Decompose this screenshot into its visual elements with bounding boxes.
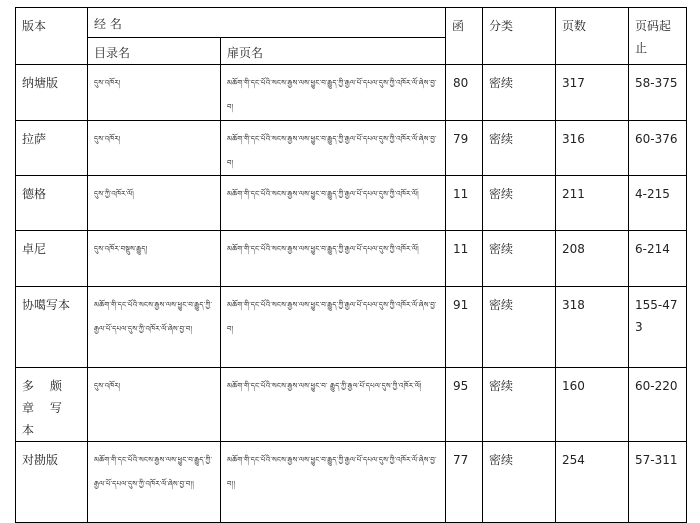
page-range-cell: 58-375 <box>629 65 687 121</box>
volume-cell: 11 <box>446 176 483 231</box>
volume-cell: 91 <box>446 287 483 368</box>
edition-cell: 卓尼 <box>16 231 88 287</box>
category-cell: 密续 <box>483 231 556 287</box>
header-catalog-name: 目录名 <box>88 38 221 65</box>
page-range-cell: 60-220 <box>629 368 687 442</box>
colophon-name-cell: མཆོག་གི་དང་པོའི་སངས་རྒྱས་ལས་ཕྱུང་བ་ རྒྱུད་ཀྱི་རྒྱལ་པོ་དཔལ་དུས་ཀྱི་འཁོར་ལོ། <box>221 368 446 442</box>
header-pages: 页数 <box>556 8 629 65</box>
category-cell: 密续 <box>483 368 556 442</box>
table-row <box>16 231 687 287</box>
colophon-name-cell: མཆོག་གི་དང་པོའི་སངས་རྒྱས་ལས་ཕྱུང་བ་རྒྱུད་ཀྱི་རྒྱལ་པོ་དཔལ་དུས་ཀྱི་འཁོར་ལོ་ཞེས་བྱ་བ། <box>221 121 446 176</box>
colophon-name-cell: མཆོག་གི་དང་པོའི་སངས་རྒྱས་ལས་ཕྱུང་བ་རྒྱུད་ཀྱི་རྒྱལ་པོ་དཔལ་དུས་ཀྱི་འཁོར་ལོ་ཞེས་བྱ་བ།། <box>221 442 446 523</box>
catalog-name-cell: དུས་འཁོར། <box>88 65 221 121</box>
catalog-name-cell: དུས་འཁོར། <box>88 368 221 442</box>
edition-cell: 德格 <box>16 176 88 231</box>
page-range-cell: 155-473 <box>629 287 687 368</box>
pages-cell: 211 <box>556 176 629 231</box>
pages-cell: 317 <box>556 65 629 121</box>
pages-cell: 316 <box>556 121 629 176</box>
catalog-name-cell: དུས་འཁོར། <box>88 121 221 176</box>
colophon-name-cell: མཆོག་གི་དང་པོའི་སངས་རྒྱས་ལས་ཕྱུང་བ་རྒྱུད་ཀྱི་རྒྱལ་པོ་དཔལ་དུས་ཀྱི་འཁོར་ལོ། <box>221 231 446 287</box>
page-range-cell: 60-376 <box>629 121 687 176</box>
table-row <box>16 176 687 231</box>
pages-cell: 208 <box>556 231 629 287</box>
catalog-name-cell: དུས་ཀྱི་འཁོར་ལོ། <box>88 176 221 231</box>
category-cell: 密续 <box>483 121 556 176</box>
colophon-name-cell: མཆོག་གི་དང་པོའི་སངས་རྒྱས་ལས་ཕྱུང་བ་རྒྱུད་ཀྱི་རྒྱལ་པོ་དཔལ་དུས་ཀྱི་འཁོར་ལོ་ཞེས་བྱ་བ། <box>221 287 446 368</box>
volume-cell: 11 <box>446 231 483 287</box>
pages-cell: 318 <box>556 287 629 368</box>
edition-cell: 拉萨 <box>16 121 88 176</box>
volume-cell: 95 <box>446 368 483 442</box>
editions-table <box>15 7 687 523</box>
category-cell: 密续 <box>483 176 556 231</box>
page-range-cell: 57-311 <box>629 442 687 523</box>
header-row-1 <box>16 8 687 38</box>
catalog-name-cell: མཆོག་གི་དང་པོའི་སངས་རྒྱས་ལས་ཕྱུང་བ་རྒྱུད་ཀྱི་རྒྱལ་པོ་དཔལ་དུས་ཀྱི་འཁོར་ལོ་ཞེས་བྱ་བ། <box>88 287 221 368</box>
edition-cell: 对勘版 <box>16 442 88 523</box>
edition-cell: 纳塘版 <box>16 65 88 121</box>
header-volume: 函 <box>446 8 483 65</box>
table-row <box>16 287 687 368</box>
header-colophon-name: 扉页名 <box>221 38 446 65</box>
page-range-cell: 6-214 <box>629 231 687 287</box>
pages-cell: 160 <box>556 368 629 442</box>
page-range-cell: 4-215 <box>629 176 687 231</box>
colophon-name-cell: མཆོག་གི་དང་པོའི་སངས་རྒྱས་ལས་ཕྱུང་བ་རྒྱུད་ཀྱི་རྒྱལ་པོ་དཔལ་དུས་ཀྱི་འཁོར་ལོ་ཞེས་བྱ་བ། <box>221 65 446 121</box>
header-page-range: 页码起止 <box>629 8 687 65</box>
catalog-name-cell: དུས་འཁོར་བསྡུས་རྒྱུད། <box>88 231 221 287</box>
volume-cell: 80 <box>446 65 483 121</box>
table-row <box>16 121 687 176</box>
header-scripture-name: 经 名 <box>88 8 446 38</box>
table-row <box>16 442 687 523</box>
volume-cell: 79 <box>446 121 483 176</box>
volume-cell: 77 <box>446 442 483 523</box>
edition-cell: 多 颇 章 写 本 <box>16 368 88 442</box>
table-row <box>16 368 687 442</box>
category-cell: 密续 <box>483 65 556 121</box>
table-row <box>16 65 687 121</box>
catalog-name-cell: མཆོག་གི་དང་པོའི་སངས་རྒྱས་ལས་ཕྱུང་བ་རྒྱུད་ཀྱི་རྒྱལ་པོ་དཔལ་དུས་ཀྱི་འཁོར་ལོ་ཞེས་བྱ་བ།། <box>88 442 221 523</box>
colophon-name-cell: མཆོག་གི་དང་པོའི་སངས་རྒྱས་ལས་ཕྱུང་བ་རྒྱུད་ཀྱི་རྒྱལ་པོ་དཔལ་དུས་ཀྱི་འཁོར་ལོ། <box>221 176 446 231</box>
pages-cell: 254 <box>556 442 629 523</box>
header-category: 分类 <box>483 8 556 65</box>
category-cell: 密续 <box>483 287 556 368</box>
edition-cell: 协噶写本 <box>16 287 88 368</box>
category-cell: 密续 <box>483 442 556 523</box>
header-edition: 版本 <box>16 8 88 65</box>
